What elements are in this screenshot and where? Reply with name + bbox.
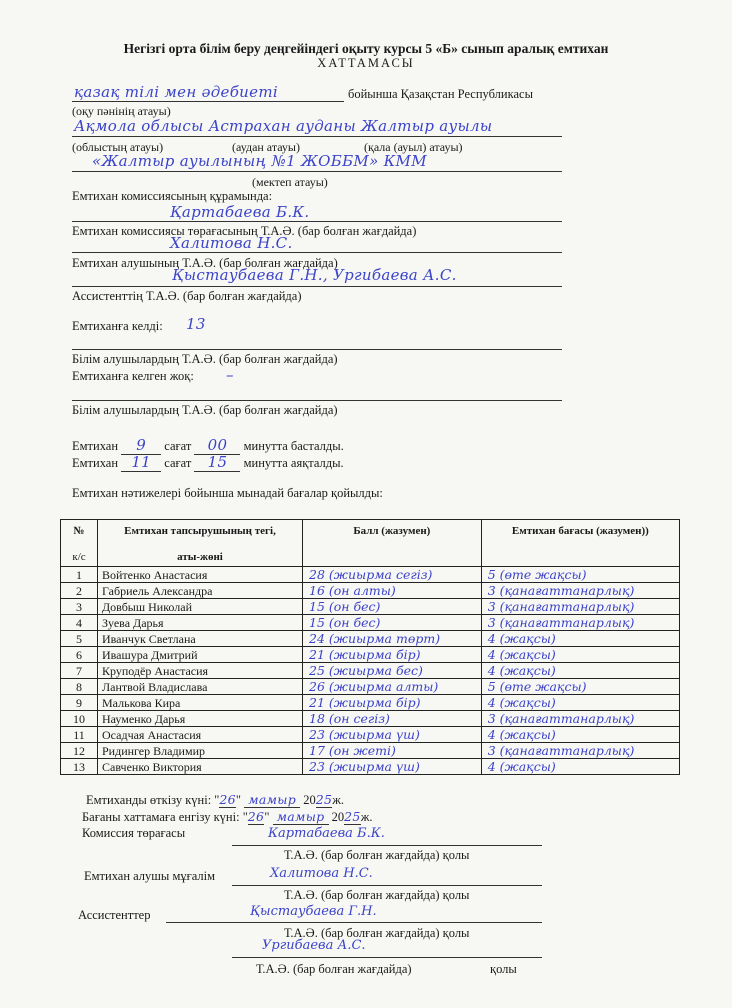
end-hour-word: сағат (164, 456, 192, 470)
cell-name: Габриель Александра (98, 583, 303, 599)
table-row (61, 647, 680, 663)
assistant2-sign-word: қолы (490, 962, 517, 976)
cell-grade: 4 (жақсы) (481, 631, 679, 647)
cell-name: Осадчая Анастасия (98, 727, 303, 743)
entry-month: мамыр (273, 809, 329, 825)
teacher-sign-caption: Т.А.Ә. (бар болған жағдайда) қолы (284, 888, 470, 902)
cell-ball: 23 (жиырма үш) (303, 727, 482, 743)
table-row (61, 759, 680, 775)
table-row (61, 743, 680, 759)
raion-caption: (аудан атауы) (232, 140, 300, 154)
school-caption: (мектеп атауы) (252, 175, 328, 189)
absent-label: Емтиханға келген жоқ: (72, 369, 194, 383)
examiner-caption: Емтихан алушының Т.А.Ә. (бар болған жағдайда) (72, 256, 338, 270)
document-title: Негізгі орта білім беру деңгейіндегі оқыту курсы 5 «Б» сынып аралық емтихан (123, 41, 609, 56)
name-header (98, 520, 303, 567)
cell-name: Малькова Кира (98, 695, 303, 711)
cell-num: 8 (61, 679, 98, 695)
cell-ball: 21 (жиырма бір) (303, 695, 482, 711)
school-value: «Жалтыр ауылының №1 ЖОББМ» КММ (92, 152, 427, 170)
cell-ball: 17 (он жеті) (303, 743, 482, 759)
came-value: 13 (186, 315, 206, 333)
table-row (61, 711, 680, 727)
cell-name: Лантвой Владислава (98, 679, 303, 695)
subject-suffix: бойынша Қазақстан Республикасы (348, 87, 533, 101)
cell-num: 5 (61, 631, 98, 647)
end-hour: 11 (121, 453, 161, 472)
assistants-caption: Ассистенттің Т.А.Ә. (бар болған жағдайда) (72, 289, 302, 303)
cell-num: 4 (61, 615, 98, 631)
assistants-sign-label: Ассистенттер (78, 908, 151, 922)
end-minute: 15 (194, 453, 240, 472)
cell-num: 12 (61, 743, 98, 759)
cell-num: 10 (61, 711, 98, 727)
num-header (61, 520, 98, 567)
cell-num: 9 (61, 695, 98, 711)
assistants-line (72, 286, 562, 287)
exam-year: 25 (315, 792, 333, 807)
assistant2-sign-line (232, 957, 542, 958)
grade-header: Емтихан бағасы (жазумен)) (481, 520, 679, 567)
cell-grade: 3 (қанағаттанарлық) (481, 599, 679, 615)
cell-ball: 16 (он алты) (303, 583, 482, 599)
subject-value: қазақ тілі мен әдебиеті (74, 83, 278, 101)
location-value: Ақмола облысы Астрахан ауданы Жалтыр ауылы (74, 117, 493, 135)
results-intro: Емтихан нәтижелері бойынша мынадай бағалар қойылды: (72, 486, 383, 500)
cell-name: Довбыш Николай (98, 599, 303, 615)
start-hour-word: сағат (164, 439, 192, 453)
cell-ball: 23 (жиырма үш) (303, 759, 482, 775)
exam-date-row: Емтиханды өткізу күні: "26" мамыр 2025ж. (86, 792, 345, 807)
cell-name: Савченко Виктория (98, 759, 303, 775)
cell-grade: 3 (қанағаттанарлық) (481, 711, 679, 727)
end-suffix: минутта аяқталды. (243, 456, 344, 470)
start-prefix: Емтихан (72, 439, 119, 453)
name-header-bottom: аты-жөні (177, 551, 223, 563)
cell-ball: 28 (жиырма сегіз) (303, 567, 482, 583)
num-header-bottom: к/с (72, 551, 86, 563)
came-caption: Білім алушылардың Т.А.Ә. (бар болған жағдайда) (72, 352, 338, 366)
cell-grade: 4 (жақсы) (481, 759, 679, 775)
cell-num: 2 (61, 583, 98, 599)
ball-header: Балл (жазумен) (303, 520, 482, 567)
results-table (60, 519, 680, 775)
subject-line (72, 101, 344, 102)
examiner-line (72, 252, 562, 253)
cell-name: Иванчук Светлана (98, 631, 303, 647)
cell-name: Зуева Дарья (98, 615, 303, 631)
entry-year: 25 (344, 809, 361, 824)
chair-line (72, 221, 562, 222)
cell-num: 6 (61, 647, 98, 663)
exam-day: 26 (219, 792, 236, 807)
cell-name: Круподёр Анастасия (98, 663, 303, 679)
assistant2-signature: Ургибаева А.С. (262, 938, 366, 953)
cell-name: Ридингер Владимир (98, 743, 303, 759)
exam-date-label: Емтиханды өткізу күні: " (86, 793, 220, 807)
cell-name: Ивашура Дмитрий (98, 647, 303, 663)
exam-year-prefix: 20 (303, 793, 316, 807)
teacher-sign-label: Емтихан алушы мұғалім (84, 869, 216, 883)
oblast-caption: (облыстың атауы) (72, 140, 164, 154)
subject-caption: (оқу пәнінің атауы) (72, 104, 171, 118)
table-row (61, 663, 680, 679)
table-row (61, 631, 680, 647)
assistant1-sign-caption: Т.А.Ә. (бар болған жағдайда) қолы (284, 926, 470, 940)
cell-grade: 4 (жақсы) (481, 663, 679, 679)
entry-day: 26 (247, 809, 265, 824)
cell-ball: 18 (он сегіз) (303, 711, 482, 727)
teacher-signature: Халитова Н.С. (270, 866, 373, 881)
came-label: Емтиханға келді: (72, 319, 163, 333)
city-caption: (қала (ауыл) атауы) (364, 140, 463, 154)
table-row (61, 615, 680, 631)
cell-num: 7 (61, 663, 98, 679)
came-line (72, 349, 562, 350)
assistant1-signature: Қыстаубаева Г.Н. (250, 904, 377, 919)
table-row (61, 583, 680, 599)
cell-num: 3 (61, 599, 98, 615)
assistant1-sign-line (166, 922, 542, 923)
document-subtitle: ХАТТАМАСЫ (317, 56, 415, 70)
entry-year-suffix: ж. (360, 810, 373, 824)
school-line (72, 171, 562, 172)
num-header-top: № (73, 525, 85, 537)
end-time-row (72, 453, 344, 472)
cell-grade: 3 (қанағаттанарлық) (481, 615, 679, 631)
start-suffix: минутта басталды. (243, 439, 344, 453)
absent-line (72, 400, 562, 401)
cell-ball: 15 (он бес) (303, 599, 482, 615)
cell-grade: 5 (өте жақсы) (481, 679, 679, 695)
cell-ball: 26 (жиырма алты) (303, 679, 482, 695)
table-row (61, 567, 680, 583)
name-header-top: Емтихан тапсырушының тегі, (124, 525, 276, 537)
results-body (61, 567, 680, 775)
table-row (61, 599, 680, 615)
chair-sign-line (232, 845, 542, 846)
commission-chair-caption: Емтихан комиссиясы төрағасының Т.А.Ә. (бар болған жағдайда) (72, 224, 417, 238)
assistants-value: Қыстаубаева Г.Н., Ургибаева А.С. (172, 266, 457, 284)
table-row (61, 679, 680, 695)
end-prefix: Емтихан (72, 456, 119, 470)
cell-num: 11 (61, 727, 98, 743)
cell-ball: 15 (он бес) (303, 615, 482, 631)
entry-date-label: Бағаны хаттамаға енгізу күні: " (82, 810, 248, 824)
examiner-value: Халитова Н.С. (170, 234, 293, 252)
teacher-sign-line (232, 885, 542, 886)
start-hour: 9 (121, 436, 161, 455)
exam-year-suffix: ж. (332, 793, 345, 807)
cell-ball: 21 (жиырма бір) (303, 647, 482, 663)
cell-name: Науменко Дарья (98, 711, 303, 727)
absent-value: – (226, 366, 234, 384)
exam-month: мамыр (244, 792, 300, 808)
location-line (72, 136, 562, 137)
assistant2-sign-caption: Т.А.Ә. (бар болған жағдайда) (256, 962, 412, 976)
cell-grade: 4 (жақсы) (481, 695, 679, 711)
cell-grade: 4 (жақсы) (481, 647, 679, 663)
cell-ball: 24 (жиырма төрт) (303, 631, 482, 647)
chair-sign-label: Комиссия төрағасы (82, 826, 186, 840)
cell-grade: 3 (қанағаттанарлық) (481, 743, 679, 759)
cell-name: Войтенко Анастасия (98, 567, 303, 583)
chair-sign-caption: Т.А.Ә. (бар болған жағдайда) қолы (284, 848, 470, 862)
cell-grade: 3 (қанағаттанарлық) (481, 583, 679, 599)
cell-grade: 5 (өте жақсы) (481, 567, 679, 583)
cell-ball: 25 (жиырма бес) (303, 663, 482, 679)
cell-num: 13 (61, 759, 98, 775)
table-row (61, 727, 680, 743)
table-row (61, 695, 680, 711)
commission-chair-value: Қартабаева Б.К. (170, 203, 310, 221)
cell-grade: 4 (жақсы) (481, 727, 679, 743)
entry-year-prefix: 20 (331, 810, 345, 824)
cell-num: 1 (61, 567, 98, 583)
chair-signature: Картабаева Б.К. (268, 826, 385, 841)
commission-label: Емтихан комиссиясының құрамында: (72, 189, 273, 203)
start-minute: 00 (194, 436, 240, 455)
entry-date-row: Бағаны хаттамаға енгізу күні: "26" мамыр 2025ж. (82, 809, 373, 824)
absent-caption: Білім алушылардың Т.А.Ә. (бар болған жағдайда) (72, 403, 338, 417)
